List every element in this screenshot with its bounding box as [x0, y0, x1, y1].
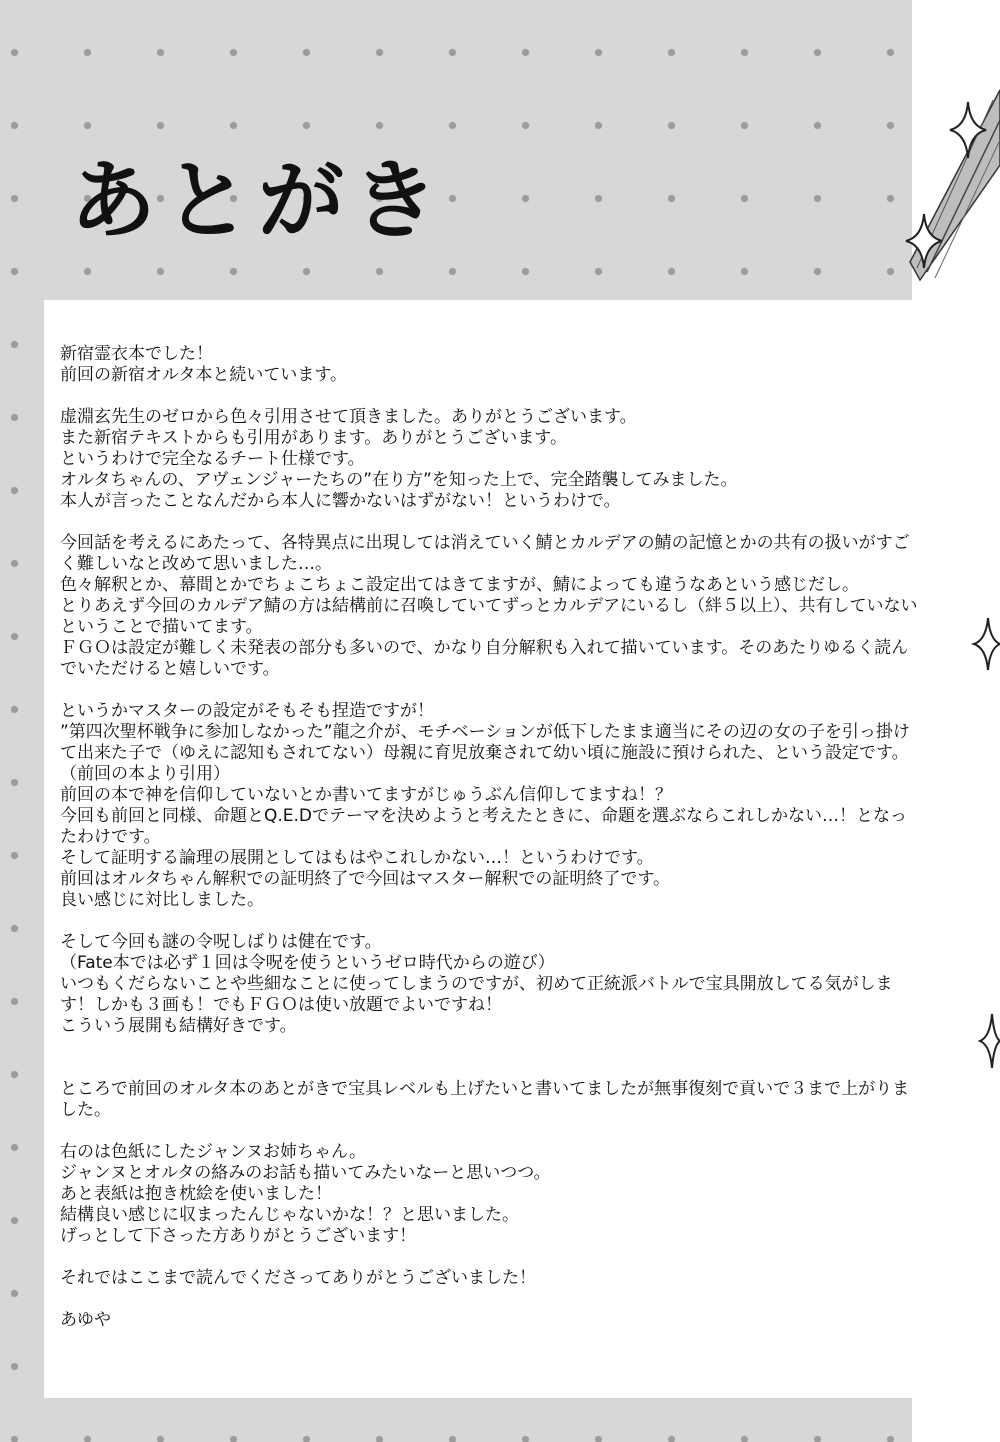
sparkle-icon — [972, 616, 1000, 672]
paragraph: ところで前回のオルタ本のあとがきで宝具レベルも上げたいと書いてましたが無事復刻で貢いで３まで上がりました。 — [60, 1079, 910, 1120]
paragraph: 右のは色紙にしたジャンヌお姉ちゃん。 ジャンヌとオルタの絡みのお話も描いてみたいなーと思いつつ。 あと表紙は抱き枕絵を使いました！ 結構良い感じに収まったんじゃないかな！？と思いました。 げっとして下さった方ありがとうございます！ — [60, 1142, 551, 1246]
sparkle-icon — [904, 212, 944, 270]
page-title: あとがき — [70, 151, 446, 251]
sparkle-icon — [978, 1012, 1000, 1070]
sparkle-icon — [948, 100, 988, 160]
afterword-body — [60, 344, 920, 1331]
paragraph: 虚淵玄先生のゼロから色々引用させて頂きました。ありがとうございます。 また新宿テキストからも引用があります。ありがとうございます。 というわけで完全なるチート仕様です。 オルタちゃんの、アヴェンジャーたちの”在り方”を知った上で、完全踏襲してみました。 本人が言ったことなんだから本人に響かないはずがない！というわけで。 — [60, 407, 738, 511]
paragraph: というかマスターの設定がそもそも捏造ですが！ ”第四次聖杯戦争に参加しなかった”龍之介が、モチベーションが低下したまま適当にその辺の女の子を引っ掛けて出来た子で（ゆえに認知もされてない）母親に育児放棄されて幼い頃に施設に預けられた、という設定です。（前回の本より引用） 前回の本で神を信仰していないとか書いてますがじゅうぶん信仰してますね！？ 今回も前回と同様、命題とQ.E.Dでテーマを決めようと考えたときに、命題を選ぶならこれしかない…！となったわけです。 そして証明する論理の展開としてはもはやこれしかない…！というわけです。 前回はオルタちゃん解釈での証明終了で今回はマスター解釈での証明終了です。 良い感じに対比しました。 — [60, 701, 910, 910]
paragraph: 新宿霊衣本でした！ 前回の新宿オルタ本と続いています。 — [60, 344, 347, 385]
author-signature: あゆや — [60, 1310, 111, 1330]
paragraph: そして今回も謎の令呪しばりは健在です。 （Fate本では必ず１回は令呪を使うというゼロ時代からの遊び） いつもくだらないことや些細なことに使ってしまうのですが、初めて正統派バトルで宝具開放してる気がします！しかも３画も！でもＦＧＯは使い放題でよいですね！ こういう展開も結構好きです。 — [60, 932, 893, 1036]
paragraph: それではここまで読んでくださってありがとうございました！ — [60, 1268, 536, 1288]
paragraph: 今回話を考えるにあたって、各特異点に出現しては消えていく鯖とカルデアの鯖の記憶とかの共有の扱いがすごく難しいなと改めて思いました…。 色々解釈とか、幕間とかでちょこちょこ設定出てはきてますが、鯖によっても違うなあという感じだし。 とりあえず今回のカルデア鯖の方は結構前に召喚していてずっとカルデアにいるし（絆５以上）、共有していないということで描いてます。 ＦＧＯは設定が難しく未発表の部分も多いので、かなり自分解釈も入れて描いています。そのあたりゆるく読んでいただけると嬉しいです。 — [60, 533, 918, 679]
